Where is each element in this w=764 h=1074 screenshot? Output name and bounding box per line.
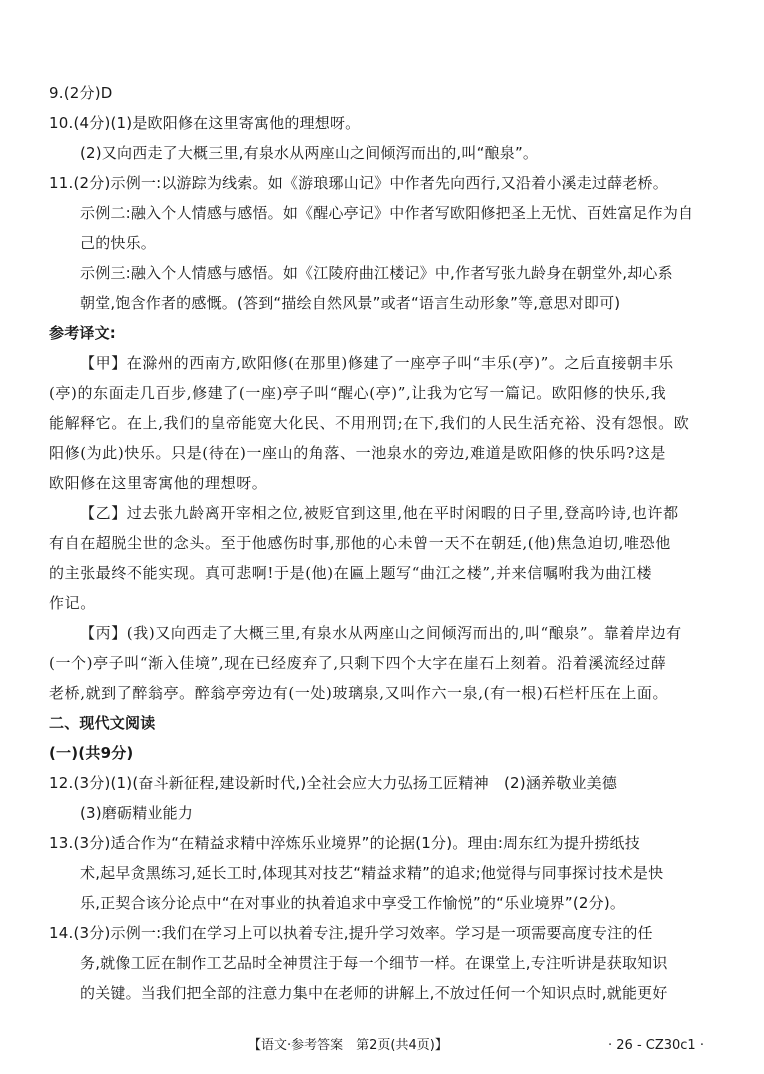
translation-jia-line-3: 能解释它。在上,我们的皇帝能宽大化民、不用刑罚;在下,我们的人民生活充裕、没有怨恨。欧 [49, 414, 690, 432]
translation-bing-line-1: 【丙】(我)又向西走了大概三里,有泉水从两座山之间倾泻而出的,叫“酿泉”。靠着岸边有 [80, 624, 682, 642]
answer-13-cont-1: 术,起早贪黑练习,延长工时,体现其对技艺“精益求精”的追求;他觉得与同事探讨技术是快 [80, 864, 664, 882]
translation-yi-line-1: 【乙】过去张九龄离开宰相之位,被贬官到这里,他在平时闲暇的日子里,登高吟诗,也许都 [80, 504, 679, 522]
translation-jia-line-4: 阳修(为此)快乐。只是(待在)一座山的角落、一池泉水的旁边,难道是欧阳修的快乐吗?这是 [49, 444, 667, 462]
translation-bing-line-2: (一个)亭子叫“渐入佳境”,现在已经废弃了,只剩下四个大字在崖石上刻着。沿着溪流经过薛 [49, 654, 667, 672]
translation-jia-line-2: (亭)的东面走几百步,修建了(一座)亭子叫“醒心(亭)”,让我为它写一篇记。欧阳修的快乐,我 [49, 384, 667, 402]
answer-13: 13.(3分)适合作为“在精益求精中淬炼乐业境界”的论据(1分)。理由:周东红为提升捞纸技 [49, 834, 640, 852]
answer-11-example-2-cont: 己的快乐。 [80, 234, 157, 252]
answer-13-cont-2: 乐,正契合该分论点中“在对事业的执着追求中享受工作愉悦”的“乐业境界”(2分)。 [80, 894, 626, 912]
page-footer-code: · 26 - CZ30c1 · [608, 1038, 704, 1053]
translation-yi-line-4: 作记。 [49, 594, 96, 612]
answer-14-cont-2: 的关键。当我们把全部的注意力集中在老师的讲解上,不放过任何一个知识点时,就能更好 [80, 984, 668, 1002]
answer-11: 11.(2分)示例一:以游踪为线索。如《游琅琊山记》中作者先向西行,又沿着小溪走过薛老桥。 [49, 174, 668, 192]
translation-bing-line-3: 老桥,就到了醉翁亭。醉翁亭旁边有(一处)玻璃泉,又叫作六一泉,(有一根)石栏杆压在上面。 [49, 684, 669, 702]
answer-12-part-3: (3)磨砺精业能力 [80, 804, 194, 822]
answer-12: 12.(3分)(1)(奋斗新征程,建设新时代,)全社会应大力弘扬工匠精神 (2)涵养敬业美德 [49, 774, 618, 792]
reference-translation-heading: 参考译文: [49, 324, 116, 342]
answer-14-cont-1: 务,就像工匠在制作工艺品时全神贯注于每一个细节一样。在课堂上,专注听讲是获取知识 [80, 954, 668, 972]
answer-10: 10.(4分)(1)是欧阳修在这里寄寓他的理想呀。 [49, 114, 361, 132]
translation-jia-line-1: 【甲】在滁州的西南方,欧阳修(在那里)修建了一座亭子叫“丰乐(亭)”。之后直接朝丰乐 [80, 354, 674, 372]
answer-11-example-3-cont: 朝堂,饱含作者的感慨。(答到“描绘自然风景”或者“语言生动形象”等,意思对即可) [80, 294, 621, 312]
section-modern-reading-heading: 二、现代文阅读 [49, 714, 156, 732]
translation-yi-line-2: 有自在超脱尘世的念头。至于他感伤时事,那他的心未曾一天不在朝廷,(他)焦急迫切,唯恐他 [49, 534, 671, 552]
answer-9: 9.(2分)D [49, 84, 113, 102]
answer-10-part-2: (2)又向西走了大概三里,有泉水从两座山之间倾泻而出的,叫“酿泉”。 [80, 144, 539, 162]
subsection-one-heading: (一)(共9分) [49, 744, 134, 762]
answer-14: 14.(3分)示例一:我们在学习上可以执着专注,提升学习效率。学习是一项需要高度专注的任 [49, 924, 653, 942]
translation-jia-line-5: 欧阳修在这里寄寓他的理想呀。 [49, 474, 268, 492]
page-footer-title: 【语文·参考答案 第2页(共4页)】 [248, 1038, 448, 1053]
translation-yi-line-3: 的主张最终不能实现。真可悲啊!于是(他)在匾上题写“曲江之楼”,并来信嘱咐我为曲江楼 [49, 564, 653, 582]
answer-11-example-2: 示例二:融入个人情感与感悟。如《醒心亭记》中作者写欧阳修把圣上无忧、百姓富足作为自 [80, 204, 694, 222]
answer-11-example-3: 示例三:融入个人情感与感悟。如《江陵府曲江楼记》中,作者写张九龄身在朝堂外,却心系 [80, 264, 673, 282]
